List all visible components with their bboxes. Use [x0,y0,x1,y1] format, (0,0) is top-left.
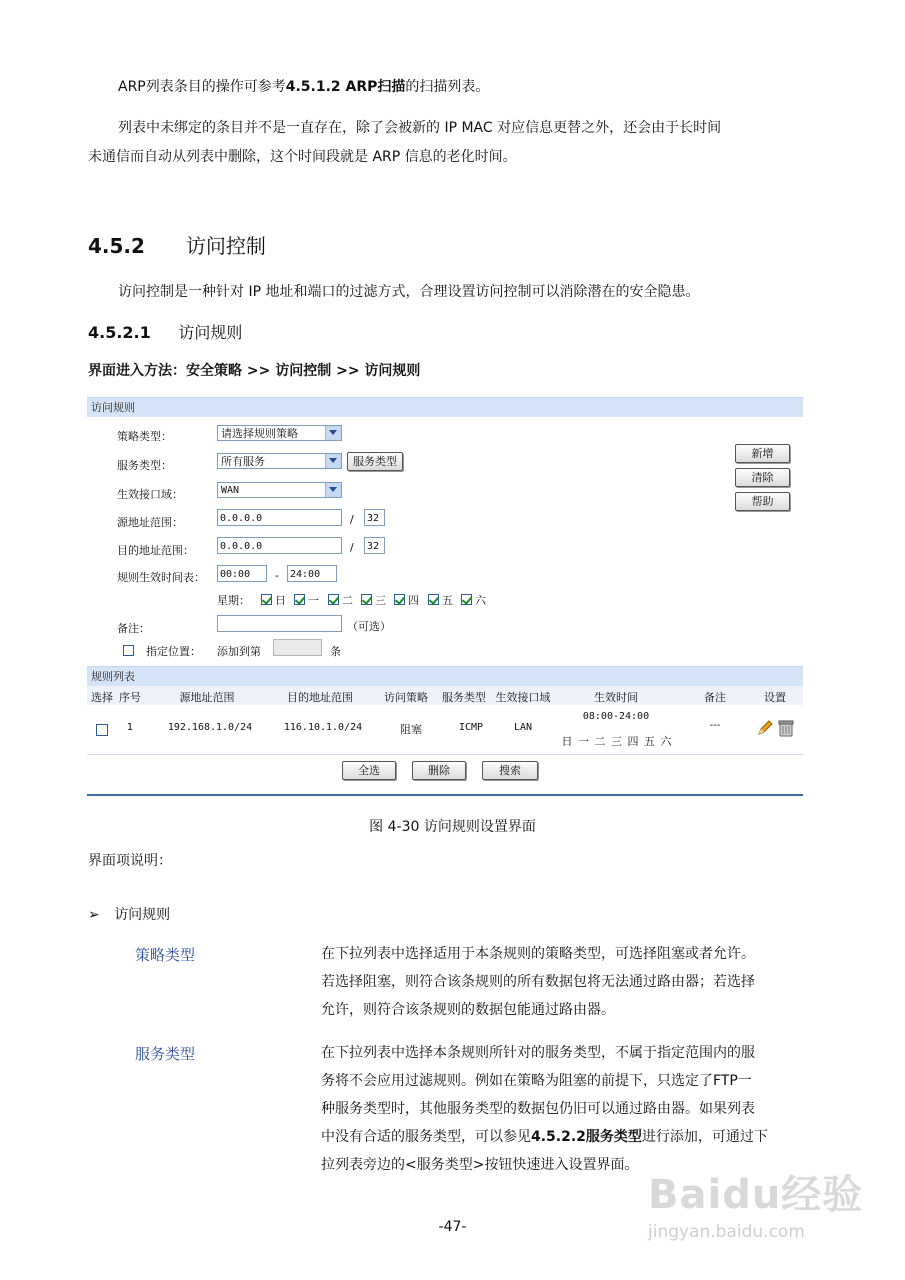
position-add-label: 添加到第 [217,645,261,658]
intro-line-1 [118,72,489,102]
day-checkbox-sat[interactable] [461,594,472,605]
destination-label: 目的地址范围： [117,544,194,557]
chevron-down-icon [325,483,341,497]
chevron-down-icon [325,426,341,440]
description-line: 若选择阻塞，则符合该条规则的所有数据包将无法通过路由器；若选择 [321,974,755,990]
destination-mask-input[interactable]: 32 [364,537,385,554]
pencil-icon[interactable] [756,719,774,741]
position-unit: 条 [330,645,341,658]
intro-line-3: 未通信而自动从列表中删除，这个时间段就是 ARP 信息的老化时间。 [88,149,517,165]
description-line: 种服务类型时，其他服务类型的数据包仍旧可以通过路由器。如果列表 [321,1101,755,1117]
trash-icon[interactable] [778,719,794,741]
time-end-input[interactable]: 24:00 [287,565,337,582]
row-note: --- [709,720,721,731]
explain-heading: 界面项说明： [88,853,172,869]
search-button[interactable]: 搜索 [482,761,538,780]
description-line: 允许，则符合该条规则的数据包能通过路由器。 [321,1002,615,1018]
slash: / [350,541,354,554]
column-header: 目的地址范围 [287,691,353,704]
source-mask-input[interactable]: 32 [364,509,385,526]
section-title: 访问控制 [185,234,266,258]
watermark-url: jingyan.baidu.com [648,1222,805,1242]
intro-text: ARP列表条目的操作可参考 [118,79,286,95]
subsection-title: 访问规则 [178,323,243,342]
cross-reference: 4.5.1.2 ARP扫描 [285,79,406,95]
row-service: ICMP [458,722,484,733]
column-header: 备注 [704,691,726,704]
column-header: 选择 [91,691,113,704]
day-label: 一 [308,594,319,607]
bullet-heading [88,904,170,924]
term-service-type: 服务类型 [135,1045,196,1063]
rules-list-header: 规则列表 [87,666,803,686]
service-select[interactable] [217,453,342,469]
service-select-value: 所有服务 [221,455,265,468]
navigation-path: 界面进入方法：安全策略 >> 访问控制 >> 访问规则 [88,363,421,379]
time-label: 规则生效时间表： [117,571,205,584]
source-label: 源地址范围： [117,516,183,529]
week-label: 星期： [217,594,250,607]
day-checkbox-wed[interactable] [361,594,372,605]
column-header: 访问策略 [384,691,428,704]
panel-header: 访问规则 [87,397,803,417]
chevron-down-icon [325,454,341,468]
zone-label: 生效接口域： [117,488,183,501]
policy-label: 策略类型： [117,430,172,443]
row-index: 1 [126,722,134,733]
day-checkbox-sun[interactable] [261,594,272,605]
column-header: 设置 [764,691,786,704]
help-button[interactable]: 帮助 [735,492,790,511]
day-label: 二 [342,594,353,607]
description-line: 在下拉列表中选择本条规则所针对的服务类型，不属于指定范围内的服 [321,1045,755,1061]
day-checkbox-mon[interactable] [294,594,305,605]
description-line: 拉列表旁边的<服务类型>按钮快速进入设置界面。 [321,1157,639,1173]
row-zone: LAN [513,722,533,733]
slash: / [350,513,354,526]
description-service-type [321,1039,821,1179]
time-dash: - [275,569,279,582]
section-heading [88,230,266,259]
time-start-input[interactable]: 00:00 [217,565,267,582]
day-label: 四 [408,594,419,607]
cross-reference: 4.5.2.2服务类型 [531,1129,642,1145]
day-label: 六 [475,594,486,607]
zone-select-value: WAN [221,485,240,496]
column-header: 序号 [119,691,141,704]
description-line: 务将不会应用过滤规则。例如在策略为阻塞的前提下，只选定了FTP一 [321,1073,752,1089]
note-label: 备注： [117,622,150,635]
description-text: 中没有合适的服务类型，可以参见 [321,1129,531,1145]
figure-caption: 图 4-30 访问规则设置界面 [369,819,536,835]
description-line: 在下拉列表中选择适用于本条规则的策略类型，可选择阻塞或者允许。 [321,946,755,962]
section-paragraph: 访问控制是一种针对 IP 地址和端口的过滤方式，合理设置访问控制可以消除潜在的安全隐患。 [118,284,700,300]
position-checkbox[interactable] [123,645,134,656]
policy-select[interactable] [217,425,342,441]
row-source: 192.168.1.0/24 [167,722,253,733]
intro-text: 的扫描列表。 [405,79,490,95]
day-label: 三 [375,594,386,607]
watermark-logo: Baidu经验 [648,1172,864,1218]
note-optional: （可选） [347,620,391,633]
subsection-heading [88,320,242,343]
day-checkbox-fri[interactable] [428,594,439,605]
table-divider [87,754,803,755]
zone-select[interactable] [217,482,342,498]
clear-button[interactable]: 清除 [735,468,790,487]
description-line [321,1123,821,1151]
column-header: 生效时间 [594,691,638,704]
row-destination: 116.10.1.0/24 [283,722,363,733]
day-label: 日 [275,594,286,607]
day-checkbox-tue[interactable] [328,594,339,605]
day-checkbox-thu[interactable] [394,594,405,605]
row-policy: 阻塞 [400,723,422,736]
row-days: 日 一 二 三 四 五 六 [561,735,673,748]
column-header: 源地址范围 [179,691,235,704]
destination-ip-input[interactable]: 0.0.0.0 [217,537,342,554]
row-time: 08:00-24:00 [582,711,650,722]
delete-button[interactable]: 删除 [412,761,466,780]
row-select-checkbox[interactable] [96,724,108,736]
column-header: 生效接口域 [495,691,551,704]
note-input[interactable] [217,615,342,632]
term-policy-type: 策略类型 [135,946,196,964]
section-number: 4.5.2 [88,234,145,258]
policy-select-value: 请选择规则策略 [221,427,298,440]
select-all-button[interactable]: 全选 [342,761,396,780]
page-number: -47- [438,1219,467,1235]
subsection-number: 4.5.2.1 [88,323,151,342]
source-ip-input[interactable]: 0.0.0.0 [217,509,342,526]
service-label: 服务类型： [117,459,172,472]
service-type-button[interactable]: 服务类型 [347,452,403,471]
access-rule-panel [87,397,803,417]
description-policy-type [321,940,821,1024]
position-label: 指定位置： [146,645,201,658]
day-label: 五 [442,594,453,607]
arrow-bullet-icon: ➢ [88,907,100,923]
column-header: 服务类型 [442,691,486,704]
bullet-title: 访问规则 [114,907,171,923]
new-button[interactable]: 新增 [735,444,790,463]
figure-bottom-rule [87,794,803,796]
position-input[interactable] [273,639,322,656]
description-text: 进行添加，可通过下 [641,1129,768,1145]
intro-line-2: 列表中未绑定的条目并不是一直存在，除了会被新的 IP MAC 对应信息更替之外，还会由于长时间 [118,120,722,136]
